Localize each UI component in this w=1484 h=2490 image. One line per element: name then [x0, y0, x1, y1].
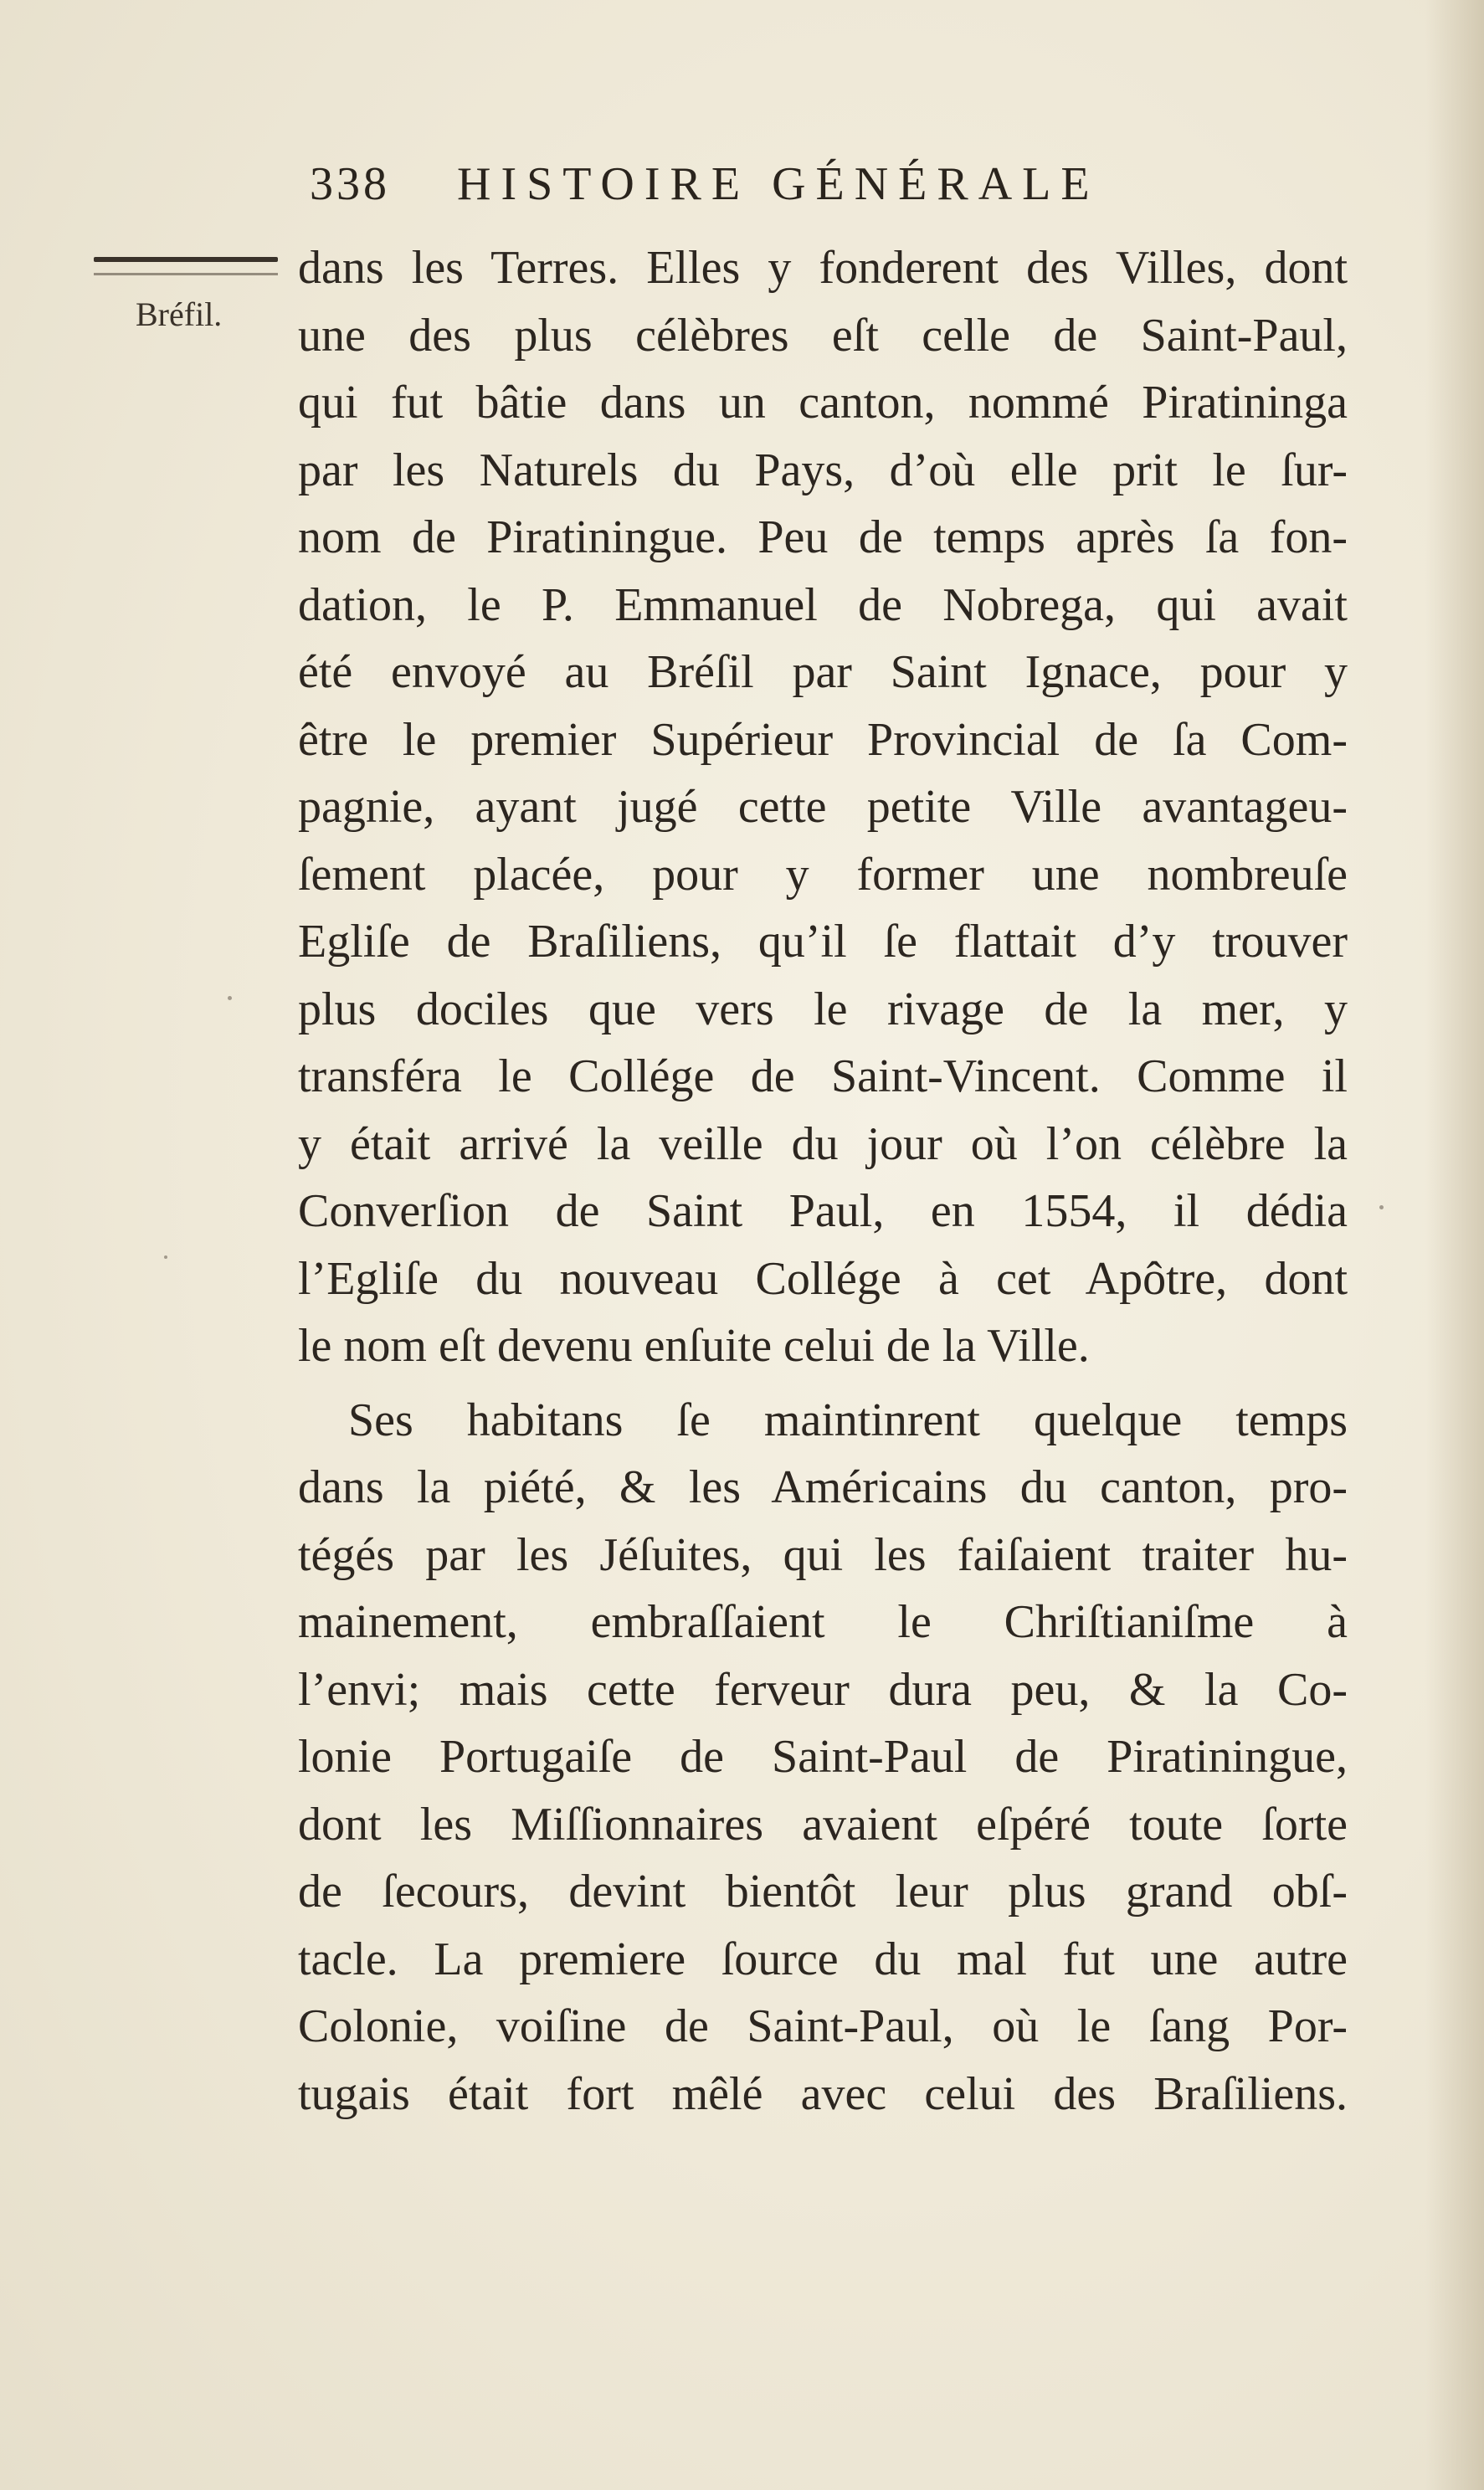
text-line: lonie Portugaiſe de Saint-Paul de Piratiningue, — [298, 1731, 1348, 1783]
paper-speck — [1379, 1205, 1384, 1209]
margin-rule-thin — [94, 273, 278, 275]
running-head — [310, 157, 1239, 216]
text-line: dans la piété, & les Américains du canton, pro- — [298, 1461, 1348, 1513]
paragraph-gap — [298, 1380, 1348, 1387]
text-line: dont les Miſſionnaires avaient eſpéré toute ſorte — [298, 1798, 1348, 1851]
running-title: HISTOIRE GÉNÉRALE — [457, 158, 1100, 210]
text-line: Egliſe de Braſiliens, qu’il ſe flattait d’y trouver — [298, 916, 1348, 968]
text-line: une des plus célèbres eſt celle de Saint-Paul, — [298, 309, 1348, 362]
page-number: 338 — [310, 158, 390, 210]
margin-rule — [94, 257, 278, 262]
text-line: par les Naturels du Pays, d’où elle prit le ſur- — [298, 444, 1348, 496]
text-line: tugais était fort mêlé avec celui des Braſiliens. — [298, 2067, 1348, 2120]
paper-speck — [164, 1255, 167, 1259]
gutter-shadow — [1425, 0, 1484, 2490]
text-line: y était arrivé la veille du jour où l’on célèbre la — [298, 1117, 1348, 1170]
text-line: Ses habitans ſe maintinrent quelque temps — [348, 1394, 1348, 1446]
text-line: le nom eſt devenu enſuite celui de la Ville. — [298, 1320, 1090, 1372]
text-line: l’Egliſe du nouveau Collége à cet Apôtre, dont — [298, 1252, 1348, 1305]
text-line: nom de Piratiningue. Peu de temps après ſa fon- — [298, 511, 1348, 563]
text-line: qui fut bâtie dans un canton, nommé Piratininga — [298, 377, 1348, 429]
text-line: ſement placée, pour y former une nombreuſe — [298, 848, 1348, 901]
text-line: dation, le P. Emmanuel de Nobrega, qui avait — [298, 578, 1348, 631]
text-line: tacle. La premiere ſource du mal fut une autre — [298, 1933, 1348, 1985]
paragraph-1 — [298, 234, 1348, 1380]
text-line: dans les Terres. Elles y fonderent des Villes, dont — [298, 242, 1348, 294]
text-line: Colonie, voiſine de Saint-Paul, où le ſang Por- — [298, 2000, 1348, 2052]
text-line: de ſecours, devint bientôt leur plus grand obſ- — [298, 1866, 1348, 1918]
text-line: été envoyé au Bréſil par Saint Ignace, pour y — [298, 646, 1348, 698]
text-line: pagnie, ayant jugé cette petite Ville avantageu- — [298, 781, 1348, 833]
paragraph-2 — [298, 1387, 1348, 2128]
text-line: mainement, embraſſaient le Chriſtianiſme à — [298, 1596, 1348, 1648]
margin-note: Bréfil. — [136, 295, 223, 333]
paper-speck — [228, 996, 232, 1000]
text-line: tégés par les Jéſuites, qui les faiſaient traiter hu- — [298, 1528, 1348, 1581]
text-line: transféra le Collége de Saint-Vincent. Comme il — [298, 1050, 1348, 1102]
body-text — [298, 234, 1348, 2128]
text-line: Converſion de Saint Paul, en 1554, il dédia — [298, 1185, 1348, 1237]
text-line: plus dociles que vers le rivage de la mer, y — [298, 983, 1348, 1035]
text-line: l’envi; mais cette ferveur dura peu, & la Co- — [298, 1663, 1348, 1716]
text-line: être le premier Supérieur Provincial de ſa Com- — [298, 713, 1348, 766]
